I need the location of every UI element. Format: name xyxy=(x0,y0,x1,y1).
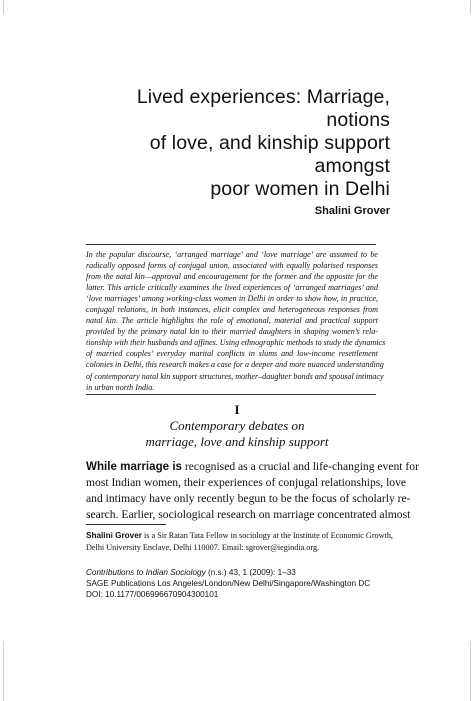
journal-doi: DOI: 10.1177/006996670904300101 xyxy=(86,590,219,599)
journal-title: Contributions to Indian Sociology xyxy=(86,568,206,577)
crop-mark-top-left xyxy=(3,0,4,14)
section-number: I xyxy=(234,402,240,417)
article-title xyxy=(90,86,390,201)
section-title-line: marriage, love and kinship support xyxy=(145,434,329,449)
abstract-line: colonies in Delhi, this research makes a case for a deeper and more nuanced understanding xyxy=(86,360,384,370)
title-line: of love, and kinship support amongst xyxy=(149,132,390,177)
section-title-line: Contemporary debates on xyxy=(169,418,305,433)
abstract-line: of contemporary natal kin support structures, mother–daughter bonds and spousal intimacy xyxy=(86,371,384,381)
section-title xyxy=(0,418,474,450)
abstract-line: radically opposed forms of conjugal union, associated with equally polarised responses xyxy=(86,261,378,271)
abstract-line: latter. This article critically examines the lived experiences of ‘arranged marriages’ and xyxy=(86,283,378,293)
footnote-rule xyxy=(86,524,166,525)
author-footnote xyxy=(86,530,393,553)
abstract-line: In the popular discourse, ‘arranged marriage’ and ‘love marriage’ are assumed to be xyxy=(86,250,378,259)
author-name: Shalini Grover xyxy=(314,205,390,217)
journal-citation-line xyxy=(86,567,386,578)
body-line xyxy=(86,459,419,475)
abstract-line: provided by the primary natal kin to their married daughters in shaping women’s rela- xyxy=(86,327,378,337)
body-line: and intimacy have only recently begun to be the focus of scholarly re- xyxy=(86,492,411,505)
footnote-line-rest: is a Sir Ratan Tata Fellow in sociology at the Institute of Economic Growth, xyxy=(141,531,393,540)
abstract-line: in urban north India. xyxy=(86,382,155,392)
footnote-line: Delhi University Enclave, Delhi 110007. Email: sgrover@iegindia.org. xyxy=(86,542,320,552)
abstract-line: natal kin. The article highlights the role of emotional, material and practical support xyxy=(86,316,378,326)
crop-mark-bottom-left xyxy=(3,641,4,701)
abstract-top-rule xyxy=(86,244,376,245)
body-lead: While marriage is xyxy=(86,460,183,473)
title-line: Lived experiences: Marriage, notions xyxy=(136,86,390,131)
journal-citation: (n.s.) 43, 1 (2009): 1–33 xyxy=(205,568,296,577)
abstract-bottom-rule xyxy=(86,394,376,395)
abstract-line: of married couples’ everyday marital conflicts in slums and low-income resettlement xyxy=(86,349,378,359)
crop-mark-top-right xyxy=(470,0,471,14)
journal-info xyxy=(86,567,386,600)
abstract xyxy=(86,249,386,393)
body-line: most Indian women, their experiences of conjugal relationships, love xyxy=(86,476,407,489)
abstract-line: ‘love marriages’ among working-class women in Delhi in order to show how, in practice, xyxy=(86,294,378,304)
body-line-rest: recognised as a crucial and life-changing event for xyxy=(182,460,419,473)
abstract-line: conjugal relations, in both instances, elicit complex and heterogeneous responses from xyxy=(86,305,378,315)
body-line: search. Earlier, sociological research on marriage concentrated almost xyxy=(86,508,411,521)
abstract-line: tionship with their husbands and affines. Using ethnographic methods to study the dynamics xyxy=(86,338,386,348)
journal-publisher: SAGE Publications Los Angeles/London/New Delhi/Singapore/Washington DC xyxy=(86,579,371,588)
footnote-line xyxy=(86,530,393,542)
crop-mark-bottom-right xyxy=(470,641,471,701)
abstract-line: from the natal kin—approval and encouragement for the former and the opposite for the xyxy=(86,272,378,282)
footnote-author: Shalini Grover xyxy=(86,531,142,540)
title-line: poor women in Delhi xyxy=(210,178,390,200)
body-text xyxy=(86,459,419,523)
